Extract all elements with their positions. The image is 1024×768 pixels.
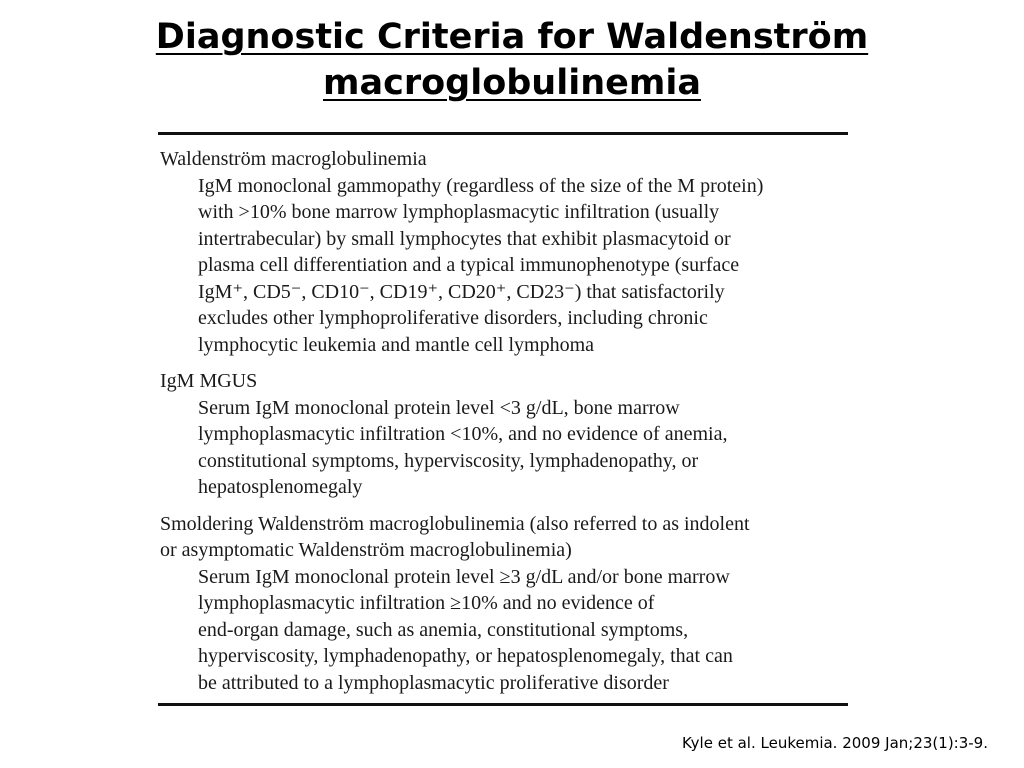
criteria-line: Serum IgM monoclonal protein level <3 g/dL, bone marrow [198, 396, 680, 419]
heading-line: IgM MGUS [160, 370, 258, 392]
criteria-line: be attributed to a lymphoplasmacytic proliferative disorder [198, 671, 669, 694]
criteria-line: lymphoplasmacytic infiltration ≥10% and no evidence of [198, 592, 655, 614]
heading-line: Waldenström macroglobulinemia [160, 148, 427, 170]
heading-line: or asymptomatic Waldenström macroglobulinemia) [160, 539, 572, 561]
heading-line: Smoldering Waldenström macroglobulinemia (also referred to as indolent [160, 512, 750, 535]
citation: Kyle et al. Leukemia. 2009 Jan;23(1):3-9. [681, 734, 988, 752]
criteria-line: constitutional symptoms, hyperviscosity, lymphadenopathy, or [198, 449, 699, 472]
criteria-line: end-organ damage, such as anemia, constitutional symptoms, [198, 618, 689, 641]
table-bottom-rule [158, 703, 848, 706]
section-igm-mgus [160, 368, 850, 501]
section-criteria [160, 173, 850, 359]
criteria-line: IgM monoclonal gammopathy (regardless of the size of the M protein) [198, 174, 764, 197]
criteria-line: hyperviscosity, lymphadenopathy, or hepatosplenomegaly, that can [198, 645, 733, 667]
criteria-line: Serum IgM monoclonal protein level ≥3 g/dL and/or bone marrow [198, 565, 730, 588]
section-criteria [160, 564, 850, 697]
section-heading [160, 146, 850, 173]
section-criteria [160, 395, 850, 501]
criteria-line: lymphoplasmacytic infiltration <10%, and no evidence of anemia, [198, 423, 728, 445]
section-smoldering [160, 511, 850, 697]
criteria-line: hepatosplenomegaly [198, 476, 363, 498]
slide-title-line-2: macroglobulinemia [323, 63, 701, 103]
criteria-line: IgM⁺, CD5⁻, CD10⁻, CD19⁺, CD20⁺, CD23⁻) that satisfactorily [198, 280, 725, 303]
slide-title-line-1: Diagnostic Criteria for Waldenström [155, 17, 869, 57]
criteria-line: with >10% bone marrow lymphoplasmacytic infiltration (usually [198, 201, 720, 223]
section-heading [160, 368, 850, 395]
criteria-line: plasma cell differentiation and a typical immunophenotype (surface [198, 254, 740, 276]
slide-title [0, 14, 1024, 106]
criteria-line: intertrabecular) by small lymphocytes that exhibit plasmacytoid or [198, 227, 731, 250]
table-top-rule [158, 132, 848, 135]
criteria-line: lymphocytic leukemia and mantle cell lymphoma [198, 333, 594, 356]
criteria-content [160, 146, 850, 696]
criteria-line: excludes other lymphoproliferative disorders, including chronic [198, 307, 708, 329]
section-waldenstrom [160, 146, 850, 358]
criteria-table [158, 132, 848, 706]
section-heading [160, 511, 850, 564]
